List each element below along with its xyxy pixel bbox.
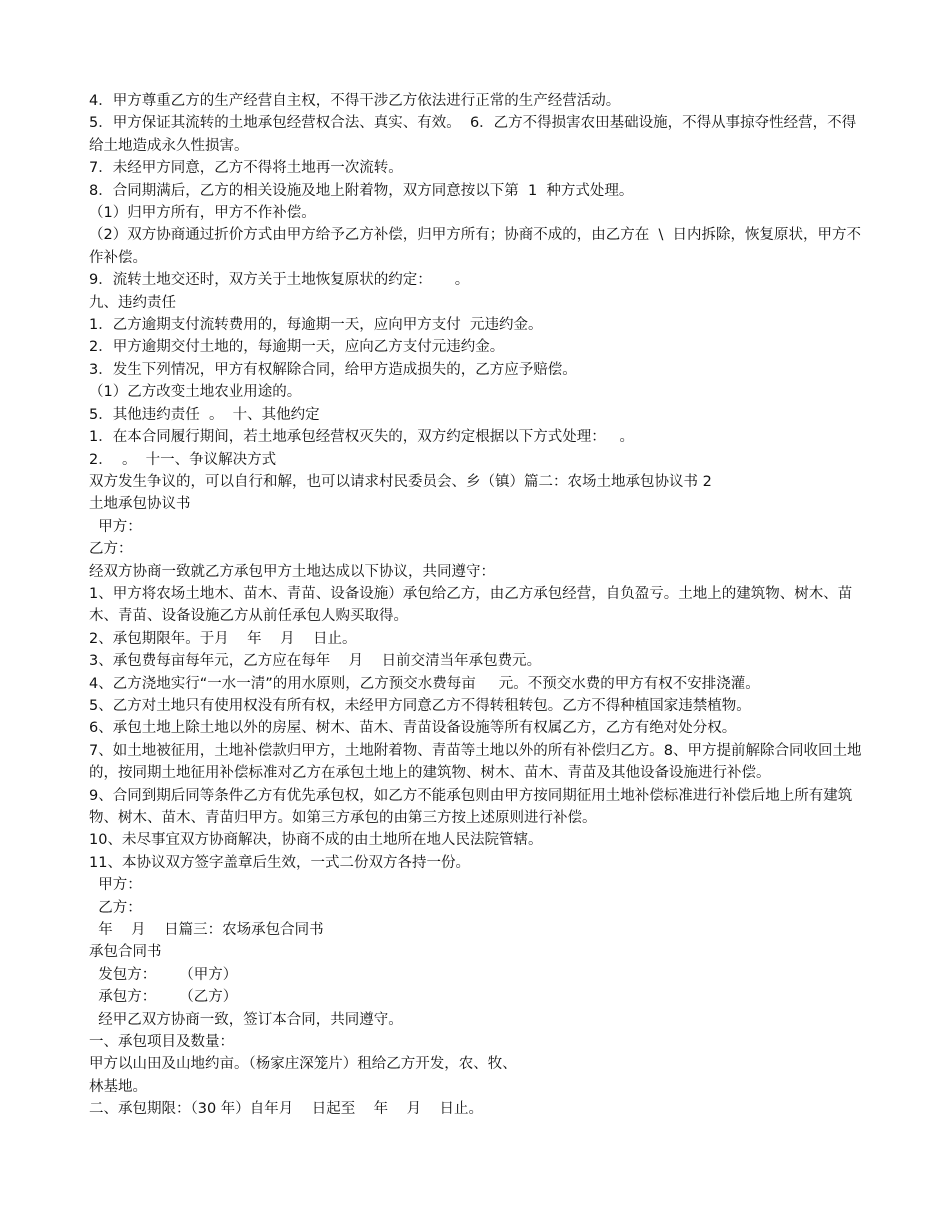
text-line: 7、如土地被征用，土地补偿款归甲方，土地附着物、青苗等土地以外的所有补偿归乙方。8、甲方提前解除合同收回土地的，按同期土地征用补偿标准对乙方在承包土地上的建筑物、树木、苗木、青苗及其他设备设施进行补偿。 xyxy=(89,742,862,782)
text-line: 1．在本合同履行期间，若土地承包经营权灭失的，双方约定根据以下方式处理： 。 xyxy=(89,429,635,446)
text-line: （1）乙方改变土地农业用途的。 xyxy=(89,384,302,401)
party-a-label: 甲方： xyxy=(89,877,142,894)
text-line: 经甲乙双方协商一致，签订本合同，共同遵守。 xyxy=(89,1011,403,1028)
party-b-label: 乙方： xyxy=(89,541,133,558)
text-line: 2．甲方逾期交付土地的，每逾期一天，应向乙方支付元违约金。 xyxy=(89,339,505,356)
document-title: 承包合同书 xyxy=(89,944,162,961)
contractor-label: 承包方： （乙方） xyxy=(89,989,238,1006)
text-line: 5．其他违约责任 。 十、其他约定 xyxy=(89,406,320,423)
text-line: 1．乙方逾期支付流转费用的，每逾期一天，应向甲方支付 元违约金。 xyxy=(89,317,543,334)
text-line: 9、合同到期后同等条件乙方有优先承包权，如乙方不能承包则由甲方按同期征用土地补偿标准进行补偿后地上所有建筑物、树木、苗木、青苗归甲方。如第三方承包的由第三方按上述原则进行补偿。 xyxy=(89,787,853,826)
text-line: 6、承包土地上除土地以外的房屋、树木、苗木、青苗设备设施等所有权属乙方，乙方有绝对处分权。 xyxy=(89,720,737,737)
document-title: 土地承包协议书 xyxy=(89,496,191,513)
text-line: 双方发生争议的，可以自行和解，也可以请求村民委员会、乡（镇）篇二：农场土地承包协议书 2 xyxy=(89,473,712,490)
section-heading: 九、违约责任 xyxy=(89,294,176,311)
section-heading: 一、承包项目及数量： xyxy=(89,1034,234,1051)
text-line: 5．甲方保证其流转的土地承包经营权合法、真实、有效。 6．乙方不得损害农田基础设施，不得从事掠夺性经营，不得给土地造成永久性损害。 xyxy=(89,115,857,154)
party-b-label: 乙方： xyxy=(89,899,142,916)
text-line: 4．甲方尊重乙方的生产经营自主权，不得干涉乙方依法进行正常的生产经营活动。 xyxy=(89,93,621,109)
issuer-label: 发包方： （甲方） xyxy=(89,966,238,983)
text-line: （1）归甲方所有，甲方不作补偿。 xyxy=(89,205,316,222)
text-line: 3．发生下列情况，甲方有权解除合同，给甲方造成损失的，乙方应予赔偿。 xyxy=(89,361,577,378)
text-line: （2）双方协商通过折价方式由甲方给予乙方补偿，归甲方所有；协商不成的，由乙方在 \ 日内拆除，恢复原状，甲方不作补偿。 xyxy=(89,227,862,266)
text-line: 4、乙方浇地实行“一水一清”的用水原则，乙方预交水费每亩 元。不预交水费的甲方有权不安排浇灌。 xyxy=(89,675,760,692)
text-line: 5、乙方对土地只有使用权没有所有权，未经甲方同意乙方不得转租转包。乙方不得种植国家违禁植物。 xyxy=(89,697,751,714)
text-line: 3、承包费每亩每年元，乙方应在每年 月 日前交清当年承包费元。 xyxy=(89,653,542,670)
text-line: 2． 。 十一、争议解决方式 xyxy=(89,451,277,468)
text-line: 甲方以山田及山地约亩。（杨家庄深笼片）租给乙方开发，农、牧、 xyxy=(89,1056,517,1073)
text-line: 林基地。 xyxy=(89,1078,147,1095)
section-heading: 二、承包期限：（30 年）自年月 日起至 年 月 日止。 xyxy=(89,1101,484,1118)
party-a-label: 甲方： xyxy=(89,518,142,535)
text-line: 9．流转土地交还时，双方关于土地恢复原状的约定： 。 xyxy=(89,272,470,289)
text-line: 7．未经甲方同意，乙方不得将土地再一次流转。 xyxy=(89,160,403,177)
text-line: 8．合同期满后，乙方的相关设施及地上附着物，双方同意按以下第 1 种方式处理。 xyxy=(89,182,634,199)
text-line: 1、甲方将农场土地木、苗木、青苗、设备设施）承包给乙方，由乙方承包经营，自负盈亏。土地上的建筑物、树木、苗木、青苗、设备设施乙方从前任承包人购买取得。 xyxy=(89,585,853,625)
text-line: 年 月 日篇三：农场承包合同书 xyxy=(89,922,324,939)
document-body xyxy=(89,90,865,1121)
text-line: 10、未尽事宜双方协商解决，协商不成的由土地所在地人民法院管辖。 xyxy=(89,832,543,849)
text-line: 2、承包期限年。于月 年 月 日止。 xyxy=(89,630,357,647)
text-line: 经双方协商一致就乙方承包甲方土地达成以下协议，共同遵守： xyxy=(89,563,495,580)
text-line: 11、本协议双方签字盖章后生效，一式二份双方各持一份。 xyxy=(89,854,470,871)
